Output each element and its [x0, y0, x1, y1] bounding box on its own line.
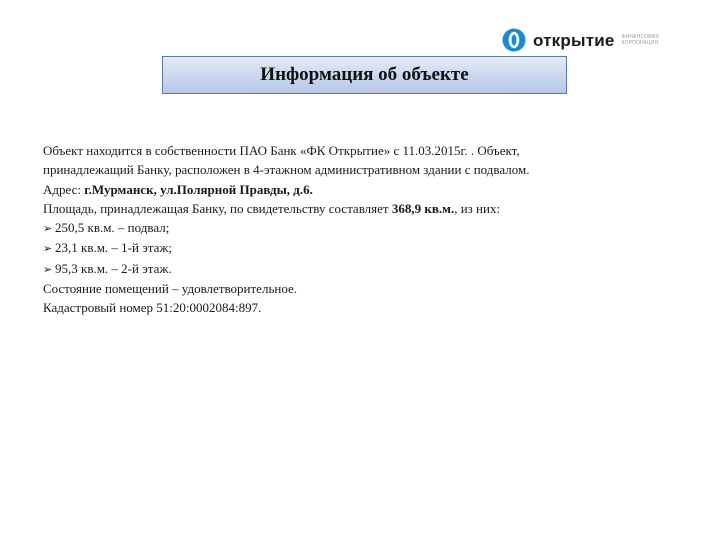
area-suffix: , из них: — [454, 200, 501, 216]
list-item-text: 250,5 кв.м. – подвал; — [55, 220, 170, 236]
title-banner — [162, 56, 567, 94]
logo-subtitle-line2: КОРПОРАЦИЯ — [621, 40, 659, 46]
ownership-line-2: принадлежащий Банку, расположен в 4-этажном административном здании с подвалом. — [43, 162, 530, 178]
logo-subtitle-line1: ФИНАНСОВАЯ — [621, 34, 659, 40]
logo-wordmark: открытие — [533, 30, 615, 50]
arrow-bullet-icon: ➢ — [43, 222, 53, 236]
logo — [502, 26, 659, 54]
list-item — [43, 238, 683, 258]
address-line — [43, 180, 683, 199]
list-item-text: 95,3 кв.м. – 2-й этаж. — [55, 260, 172, 276]
list-item — [43, 259, 683, 279]
logo-subtitle — [622, 34, 659, 46]
area-prefix: Площадь, принадлежащая Банку, по свидетельству составляет — [43, 200, 392, 216]
arrow-bullet-icon: ➢ — [43, 242, 53, 256]
address-value: г.Мурманск, ул.Полярной Правды, д.6. — [84, 181, 313, 197]
list-item — [43, 218, 683, 238]
list-item-text: 23,1 кв.м. – 1-й этаж; — [55, 240, 172, 256]
object-description — [43, 141, 683, 318]
address-label: Адрес: — [43, 181, 85, 197]
logo-mark-icon — [502, 28, 526, 52]
page-title: Информация об объекте — [260, 64, 469, 85]
cadastral-line: Кадастровый номер 51:20:0002084:897. — [43, 300, 262, 316]
area-line — [43, 199, 683, 218]
area-value: 368,9 кв.м. — [391, 200, 455, 216]
ownership-line-1: Объект находится в собственности ПАО Банк «ФК Открытие» с 11.03.2015г. . Объект, — [43, 143, 520, 158]
arrow-bullet-icon: ➢ — [43, 262, 53, 276]
condition-line: Состояние помещений – удовлетворительное. — [43, 281, 298, 297]
